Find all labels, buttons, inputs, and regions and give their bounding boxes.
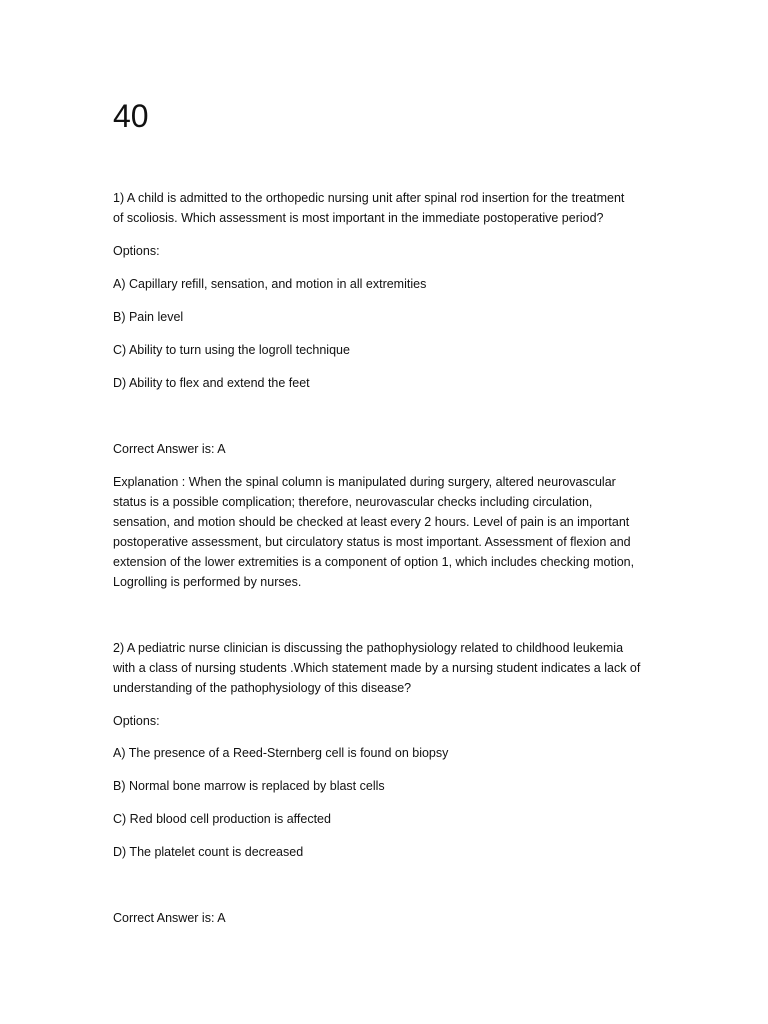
question-1-correct-answer: Correct Answer is: A <box>113 442 226 456</box>
question-2-line-1: 2) A pediatric nurse clinician is discussing the pathophysiology related to childhood leukemia <box>113 641 624 655</box>
question-1-option-a: A) Capillary refill, sensation, and motion in all extremities <box>113 277 427 291</box>
question-2-correct-answer: Correct Answer is: A <box>113 911 226 925</box>
question-1-explanation-line-3: sensation, and motion should be checked at least every 2 hours. Level of pain is an important <box>113 515 630 529</box>
question-2-option-b: B) Normal bone marrow is replaced by blast cells <box>113 779 385 793</box>
question-1-option-b: B) Pain level <box>113 310 184 324</box>
question-1-option-d: D) Ability to flex and extend the feet <box>113 376 310 390</box>
question-2-option-a: A) The presence of a Reed-Sternberg cell is found on biopsy <box>113 746 449 760</box>
question-2-line-2: with a class of nursing students .Which statement made by a nursing student indicates a lack of <box>113 661 641 675</box>
question-1-options-label: Options: <box>113 244 160 258</box>
question-1-explanation-line-2: status is a possible complication; therefore, neurovascular checks including circulation, <box>113 495 593 509</box>
question-1-explanation-line-4: postoperative assessment, but circulatory status is most important. Assessment of flexion and <box>113 535 631 549</box>
question-2-line-3: understanding of the pathophysiology of this disease? <box>113 681 412 695</box>
question-1-option-c: C) Ability to turn using the logroll technique <box>113 343 350 357</box>
question-2-option-d: D) The platelet count is decreased <box>113 845 304 859</box>
question-1-line-1: 1) A child is admitted to the orthopedic nursing unit after spinal rod insertion for the treatment <box>113 191 625 205</box>
question-1-line-2: of scoliosis. Which assessment is most important in the immediate postoperative period? <box>113 211 604 225</box>
question-1-explanation-line-5: extension of the lower extremities is a component of option 1, which includes checking motion, <box>113 555 635 569</box>
question-1-explanation-line-1: Explanation : When the spinal column is manipulated during surgery, altered neurovascular <box>113 475 616 489</box>
question-2-options-label: Options: <box>113 714 160 728</box>
page-number: 40 <box>113 98 149 134</box>
question-2-option-c: C) Red blood cell production is affected <box>113 812 331 826</box>
question-1-explanation-line-6: Logrolling is performed by nurses. <box>113 575 302 589</box>
